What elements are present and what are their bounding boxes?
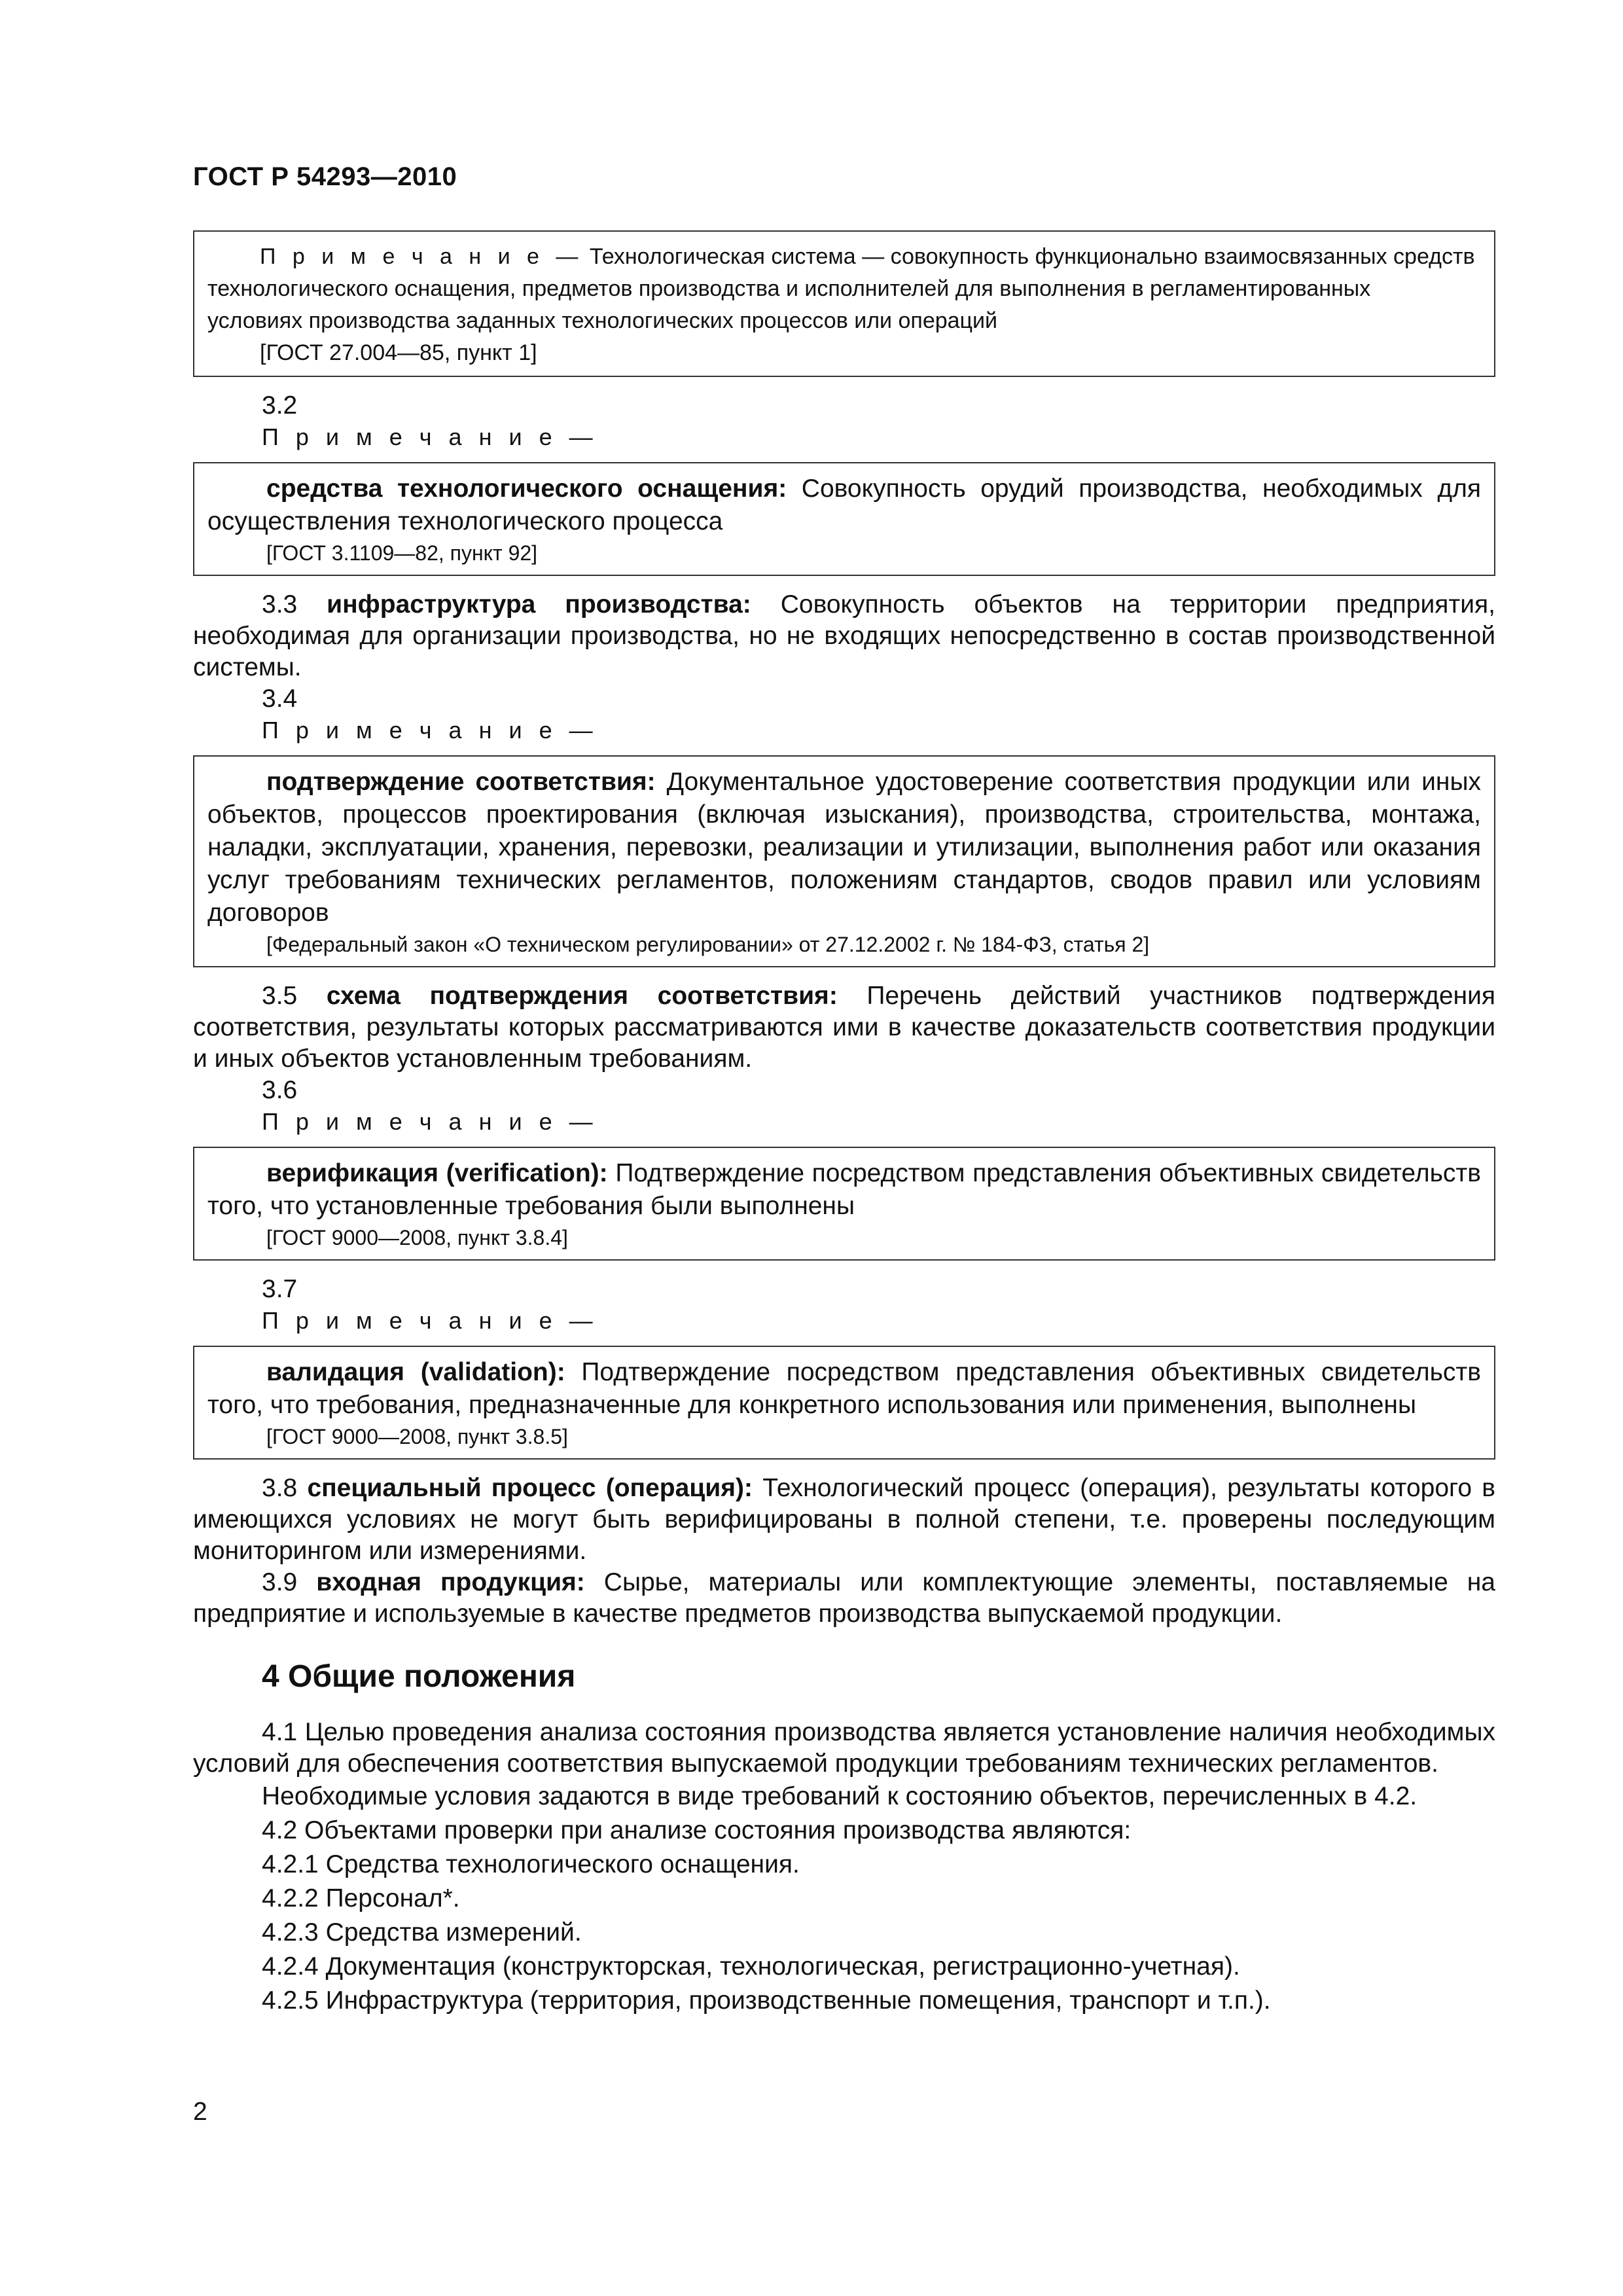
term: средства технологического оснащения: <box>266 475 787 503</box>
note-text: Технологическая система — совокупность функционально взаимосвязанных средств <box>583 244 1475 269</box>
box-source: [ГОСТ 3.1109—82, пункт 92] <box>266 541 538 565</box>
note-text-line3: условиях производства заданных технологических процессов или операций <box>207 308 997 333</box>
clause-3-9: 3.9 входная продукция: Сырье, материалы или комплектующие элементы, поставляемые на предприятие и используемые в качестве предметов производства выпускаемой продукции. <box>193 1568 1495 1628</box>
clause-4-1-note: Необходимые условия задаются в виде требований к состоянию объектов, перечисленных в 4.2. <box>262 1782 1418 1810</box>
list-item: 4.2.2 Персонал*. <box>262 1884 460 1912</box>
clause-4-1: 4.1 Целью проведения анализа состояния производства является установление наличия необходимых условий для обеспечения соответствия выпускаемой продукции требованиям технических регламентов. <box>193 1718 1495 1778</box>
definition: Документальное удостоверение соответствия продукции или иных объектов, процессов проектирования (включая изыскания), производства, строительства, монтажа, наладки, эксплуатации, хранения, перевозки, реализации и утилизации, выполнения работ или оказания услуг требованиям технических регламентов, положениям стандартов, сводов правил или условиям договоров <box>207 768 1481 927</box>
definition-box-conformity <box>193 755 1495 967</box>
clause-3-5: 3.5 схема подтверждения соответствия: Перечень действий участников подтверждения соответствия, результаты которых рассматриваются ими в качестве доказательств соответствия продукции и иных объектов установленным требованиям. <box>193 982 1495 1073</box>
box-source: [ГОСТ 9000—2008, пункт 3.8.4] <box>266 1226 568 1249</box>
clause-3-3: 3.3 инфраструктура производства: Совокупность объектов на территории предприятия, необходимая для организации производства, но не входящих непосредственно в состав производственной системы. <box>193 590 1495 681</box>
note-label: П р и м е ч а н и е — <box>260 244 584 269</box>
term: входная продукция: <box>316 1568 585 1596</box>
term: валидация (validation): <box>266 1358 565 1386</box>
box-source: [ГОСТ 27.004—85, пункт 1] <box>260 340 537 365</box>
note-label: П р и м е ч а н и е — <box>262 1307 598 1334</box>
term: верификация (verification): <box>266 1159 608 1187</box>
page-number: 2 <box>193 2098 207 2126</box>
definition-box-equipment <box>193 462 1495 576</box>
page-header: ГОСТ Р 54293—2010 <box>193 162 457 191</box>
list-item: 4.2.1 Средства технологического оснащения. <box>262 1850 800 1878</box>
term: подтверждение соответствия: <box>266 768 656 796</box>
clause-number: 3.6 <box>262 1076 298 1104</box>
box-source: [Федеральный закон «О техническом регулировании» от 27.12.2002 г. № 184-ФЗ, статья 2] <box>266 933 1150 956</box>
term: инфраструктура производства: <box>327 590 751 619</box>
definition-box-technological-system <box>193 230 1495 377</box>
section-title: 4 Общие положения <box>262 1659 576 1694</box>
clause-number: 3.7 <box>262 1275 298 1303</box>
clause-number: 3.4 <box>262 685 298 713</box>
note-label: П р и м е ч а н и е — <box>262 1108 598 1135</box>
note-label: П р и м е ч а н и е — <box>262 717 598 744</box>
list-item: 4.2.5 Инфраструктура (территория, производственные помещения, транспорт и т.п.). <box>262 1986 1271 2015</box>
definition-box-verification <box>193 1147 1495 1261</box>
note-text-line2: технологического оснащения, предметов производства и исполнителей для выполнения в регламентированных <box>207 276 1371 301</box>
term: схема подтверждения соответствия: <box>326 982 838 1010</box>
list-item: 4.2.3 Средства измерений. <box>262 1918 582 1946</box>
box-source: [ГОСТ 9000—2008, пункт 3.8.5] <box>266 1425 568 1448</box>
page-content <box>193 230 1495 2018</box>
definition: Подтверждение посредством представления объективных свидетельств того, что требования, предназначенные для конкретного использования или применения, выполнены <box>207 1358 1481 1419</box>
note-label: П р и м е ч а н и е — <box>262 423 598 450</box>
list-item: 4.2.4 Документация (конструкторская, технологическая, регистрационно-учетная). <box>262 1952 1240 1981</box>
clause-4-2: 4.2 Объектами проверки при анализе состояния производства являются: <box>262 1816 1132 1844</box>
definition: Подтверждение посредством представления объективных свидетельств того, что установленные требования были выполнены <box>207 1159 1481 1220</box>
clause-number: 3.2 <box>262 391 298 420</box>
definition-box-validation <box>193 1346 1495 1460</box>
definition: Совокупность орудий производства, необходимых для осуществления технологического процесса <box>207 475 1481 535</box>
clause-3-8: 3.8 специальный процесс (операция): Технологический процесс (операция), результаты которого в имеющихся условиях не могут быть верифицированы в полной степени, т.е. проверены последующим мониторингом или измерениями. <box>193 1474 1496 1565</box>
term: специальный процесс (операция): <box>307 1474 753 1502</box>
